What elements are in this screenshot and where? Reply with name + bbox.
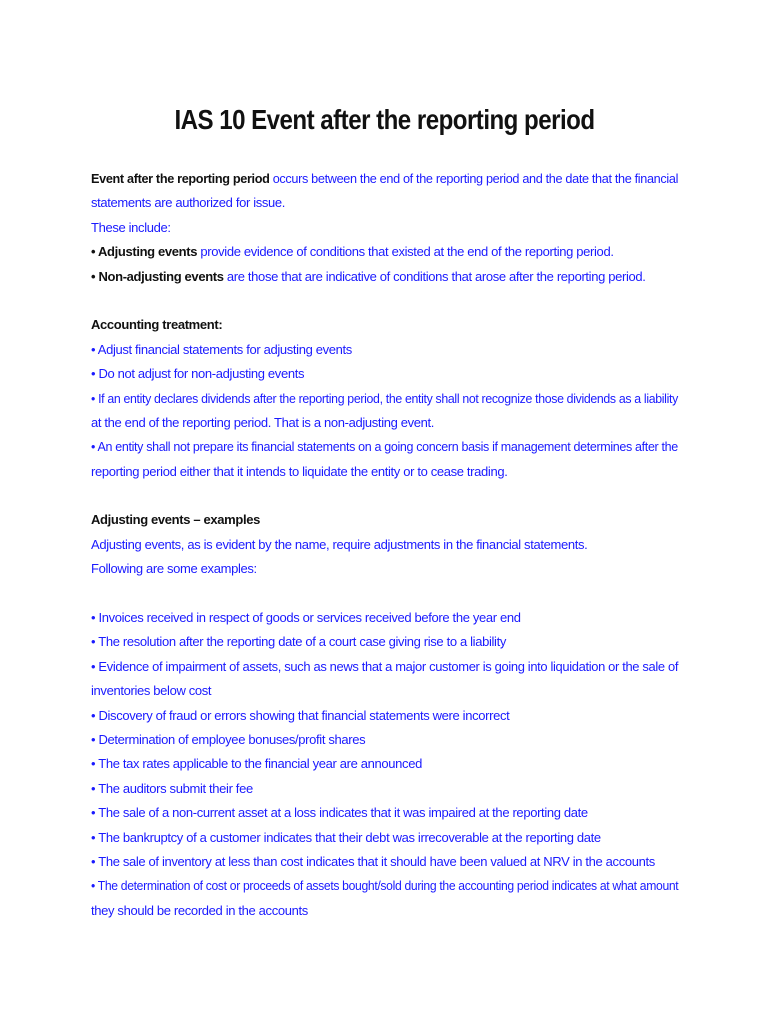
section-heading-accounting-treatment: Accounting treatment: bbox=[91, 317, 223, 333]
examples-intro-line: Adjusting events, as is evident by the name, require adjustments in the financial statements. bbox=[91, 536, 588, 552]
treatment-line: • If an entity declares dividends after the reporting period, the entity shall not recognize those dividends as a liability bbox=[91, 390, 678, 406]
treatment-line: at the end of the reporting period. That is a non-adjusting event. bbox=[91, 414, 435, 430]
treatment-line: • An entity shall not prepare its financial statements on a going concern basis if management determines after the bbox=[91, 439, 678, 455]
term-non-adjusting-events: Non-adjusting events bbox=[98, 268, 224, 284]
example-line: they should be recorded in the accounts bbox=[91, 902, 308, 918]
example-line: • Invoices received in respect of goods or services received before the year end bbox=[91, 610, 521, 626]
example-line: • The resolution after the reporting date of a court case giving rise to a liability bbox=[91, 634, 506, 650]
example-line: • Determination of employee bonuses/profit shares bbox=[91, 731, 366, 747]
adjusting-events-text: provide evidence of conditions that existed at the end of the reporting period. bbox=[197, 244, 614, 260]
example-line: • The auditors submit their fee bbox=[91, 780, 253, 796]
treatment-line: reporting period either that it intends to liquidate the entity or to cease trading. bbox=[91, 463, 508, 479]
example-line: • Evidence of impairment of assets, such as news that a major customer is going into liquidation or the sale of bbox=[91, 658, 679, 674]
example-line: • The tax rates applicable to the financial year are announced bbox=[91, 756, 422, 772]
spacer bbox=[91, 582, 678, 606]
page-title: IAS 10 Event after the reporting period bbox=[174, 104, 595, 135]
examples-intro-line-2: Following are some examples: bbox=[91, 561, 257, 577]
section-heading-adjusting-examples: Adjusting events – examples bbox=[91, 512, 261, 528]
intro-definition-line-2: statements are authorized for issue. bbox=[91, 195, 286, 211]
bullet: • bbox=[91, 268, 99, 284]
document-body bbox=[91, 167, 678, 923]
term-adjusting-events: Adjusting events bbox=[97, 244, 198, 260]
include-label: These include: bbox=[91, 219, 171, 235]
non-adjusting-events-bullet bbox=[91, 265, 678, 289]
example-line: • The determination of cost or proceeds of assets bought/sold during the accounting period indicates at what amount bbox=[91, 878, 679, 894]
intro-definition-line bbox=[91, 167, 679, 191]
example-line: • The bankruptcy of a customer indicates that their debt was irrecoverable at the reporting date bbox=[91, 829, 601, 845]
adjusting-events-bullet bbox=[91, 240, 678, 264]
example-line: • The sale of a non-current asset at a loss indicates that it was impaired at the reporting date bbox=[91, 805, 588, 821]
non-adjusting-events-text: are those that are indicative of conditions that arose after the reporting period. bbox=[223, 268, 646, 284]
term-event-after-reporting-period: Event after the reporting period bbox=[91, 171, 270, 186]
spacer bbox=[91, 289, 678, 313]
treatment-line: • Do not adjust for non-adjusting events bbox=[91, 366, 305, 382]
definition-text: occurs between the end of the reporting period and the date that the financial bbox=[269, 171, 679, 186]
example-line: • Discovery of fraud or errors showing that financial statements were incorrect bbox=[91, 707, 510, 723]
example-line: inventories below cost bbox=[91, 683, 212, 699]
spacer bbox=[91, 484, 678, 508]
treatment-line: • Adjust financial statements for adjusting events bbox=[91, 341, 352, 357]
bullet: • bbox=[91, 244, 98, 260]
example-line: • The sale of inventory at less than cost indicates that it should have been valued at NRV in the accounts bbox=[91, 853, 655, 869]
